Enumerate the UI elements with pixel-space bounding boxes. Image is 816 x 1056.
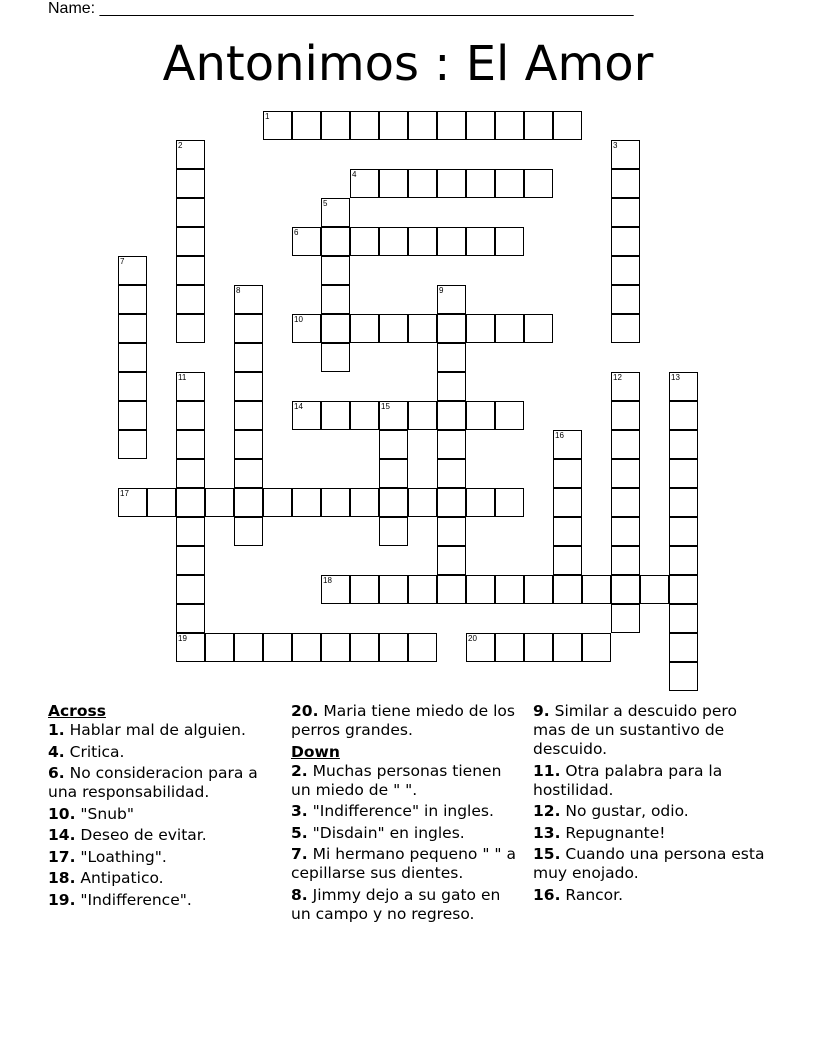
clue-number: 7 — [120, 257, 125, 266]
grid-cell[interactable] — [379, 401, 408, 430]
clue-number: 18 — [323, 576, 332, 585]
grid-cell[interactable] — [205, 488, 234, 517]
grid-cell[interactable] — [321, 111, 350, 140]
grid-cell[interactable] — [408, 401, 437, 430]
grid-cell[interactable] — [118, 285, 147, 314]
clue-number: 8 — [236, 286, 241, 295]
grid-cell[interactable] — [408, 169, 437, 198]
grid-cell[interactable] — [669, 604, 698, 633]
grid-cell[interactable] — [118, 488, 147, 517]
grid-cell[interactable] — [611, 459, 640, 488]
grid-cell[interactable] — [176, 401, 205, 430]
clue-number: 3 — [613, 141, 618, 150]
grid-cell[interactable] — [176, 546, 205, 575]
grid-cell[interactable] — [292, 488, 321, 517]
clue-number: 12 — [613, 373, 622, 382]
grid-cell[interactable] — [669, 633, 698, 662]
grid-cell[interactable] — [611, 372, 640, 401]
grid-cell[interactable] — [176, 169, 205, 198]
grid-cell[interactable] — [350, 111, 379, 140]
grid-cell[interactable] — [669, 459, 698, 488]
grid-cell[interactable] — [321, 633, 350, 662]
grid-cell[interactable] — [437, 517, 466, 546]
grid-cell[interactable] — [611, 546, 640, 575]
grid-cell[interactable] — [553, 575, 582, 604]
grid-cell[interactable] — [234, 517, 263, 546]
grid-cell[interactable] — [437, 111, 466, 140]
name-field[interactable]: Name: ____________________________________________________________ — [48, 0, 634, 17]
grid-cell[interactable] — [379, 459, 408, 488]
grid-cell[interactable] — [611, 517, 640, 546]
grid-cell[interactable] — [321, 227, 350, 256]
grid-cell[interactable] — [118, 401, 147, 430]
grid-cell[interactable] — [176, 604, 205, 633]
grid-cell[interactable] — [437, 372, 466, 401]
grid-cell[interactable] — [118, 256, 147, 285]
grid-cell[interactable] — [466, 227, 495, 256]
grid-cell[interactable] — [205, 633, 234, 662]
clue-down-7: 7. Mi hermano pequeno " " a cepillarse sus dientes. — [291, 845, 516, 882]
grid-cell[interactable] — [611, 401, 640, 430]
grid-cell[interactable] — [611, 198, 640, 227]
grid-cell[interactable] — [379, 169, 408, 198]
grid-cell[interactable] — [437, 430, 466, 459]
grid-cell[interactable] — [437, 227, 466, 256]
grid-cell[interactable] — [669, 517, 698, 546]
grid-cell[interactable] — [495, 633, 524, 662]
clue-number: 20 — [468, 634, 477, 643]
grid-cell[interactable] — [321, 575, 350, 604]
grid-cell[interactable] — [582, 575, 611, 604]
grid-cell[interactable] — [118, 314, 147, 343]
grid-cell[interactable] — [408, 227, 437, 256]
grid-cell[interactable] — [669, 401, 698, 430]
clue-number: 5 — [323, 199, 328, 208]
clue-across-1: 1. Hablar mal de alguien. — [48, 721, 246, 739]
clue-down-11: 11. Otra palabra para la hostilidad. — [533, 761, 723, 799]
clue-number: 11 — [178, 373, 187, 382]
grid-cell[interactable] — [669, 546, 698, 575]
grid-cell[interactable] — [582, 633, 611, 662]
grid-cell[interactable] — [234, 401, 263, 430]
grid-cell[interactable] — [147, 488, 176, 517]
grid-cell[interactable] — [176, 227, 205, 256]
clue-down-9: 9. Similar a descuido pero mas de un sustantivo de descuido. — [533, 702, 737, 758]
clue-number: 17 — [120, 489, 129, 498]
grid-cell[interactable] — [611, 575, 640, 604]
clue-across-4: 4. Critica. — [48, 742, 125, 761]
grid-cell[interactable] — [176, 256, 205, 285]
grid-cell[interactable] — [350, 575, 379, 604]
grid-cell[interactable] — [176, 633, 205, 662]
clue-number: 4 — [352, 170, 357, 179]
grid-cell[interactable] — [176, 488, 205, 517]
grid-cell[interactable] — [292, 314, 321, 343]
grid-cell[interactable] — [553, 633, 582, 662]
grid-cell[interactable] — [495, 169, 524, 198]
grid-cell[interactable] — [611, 604, 640, 633]
clue-across-14: 14. Deseo de evitar. — [48, 826, 207, 844]
clue-across-20: 20. Maria tiene miedo de los perros grandes. — [291, 702, 515, 739]
grid-cell[interactable] — [176, 575, 205, 604]
grid-cell[interactable] — [495, 575, 524, 604]
grid-cell[interactable] — [350, 633, 379, 662]
grid-cell[interactable] — [379, 314, 408, 343]
grid-cell[interactable] — [611, 256, 640, 285]
grid-cell[interactable] — [379, 575, 408, 604]
clue-down-3: 3. "Indifference" in ingles. — [291, 802, 494, 820]
grid-cell[interactable] — [408, 633, 437, 662]
grid-cell[interactable] — [118, 343, 147, 372]
clue-column-3 — [533, 702, 765, 907]
grid-cell[interactable] — [118, 430, 147, 459]
grid-cell[interactable] — [379, 633, 408, 662]
across-heading: Across — [48, 702, 106, 720]
grid-cell[interactable] — [263, 633, 292, 662]
grid-cell[interactable] — [176, 314, 205, 343]
clue-across-17: 17. "Loathing". — [48, 847, 167, 866]
grid-cell[interactable] — [495, 488, 524, 517]
grid-cell[interactable] — [408, 488, 437, 517]
grid-cell[interactable] — [350, 401, 379, 430]
grid-cell[interactable] — [611, 430, 640, 459]
grid-cell[interactable] — [118, 372, 147, 401]
grid-cell[interactable] — [234, 285, 263, 314]
grid-cell[interactable] — [669, 372, 698, 401]
grid-cell[interactable] — [234, 314, 263, 343]
grid-cell[interactable] — [669, 430, 698, 459]
grid-cell[interactable] — [466, 169, 495, 198]
grid-cell[interactable] — [263, 488, 292, 517]
grid-cell[interactable] — [176, 517, 205, 546]
grid-cell[interactable] — [524, 575, 553, 604]
grid-cell[interactable] — [176, 285, 205, 314]
grid-cell[interactable] — [379, 517, 408, 546]
grid-cell[interactable] — [669, 575, 698, 604]
grid-cell[interactable] — [466, 575, 495, 604]
clue-down-12: 12. No gustar, odio. — [533, 802, 689, 820]
clue-number: 10 — [294, 315, 303, 324]
grid-cell[interactable] — [350, 169, 379, 198]
grid-cell[interactable] — [292, 633, 321, 662]
clue-down-8: 8. Jimmy dejo a su gato en un campo y no regreso. — [291, 885, 501, 923]
clue-across-6: 6. No consideracion para a una responsabilidad. — [48, 764, 258, 801]
grid-cell[interactable] — [437, 488, 466, 517]
grid-cell[interactable] — [553, 517, 582, 546]
grid-cell[interactable] — [321, 314, 350, 343]
grid-cell[interactable] — [524, 633, 553, 662]
grid-cell[interactable] — [321, 198, 350, 227]
grid-cell[interactable] — [611, 314, 640, 343]
grid-cell[interactable] — [437, 401, 466, 430]
grid-cell[interactable] — [321, 488, 350, 517]
grid-cell[interactable] — [176, 198, 205, 227]
clue-across-10: 10. "Snub" — [48, 804, 134, 823]
grid-cell[interactable] — [553, 546, 582, 575]
clue-down-16: 16. Rancor. — [533, 885, 624, 904]
grid-cell[interactable] — [437, 169, 466, 198]
grid-cell[interactable] — [292, 401, 321, 430]
clue-across-18: 18. Antipatico. — [48, 869, 164, 887]
grid-cell[interactable] — [466, 488, 495, 517]
grid-cell[interactable] — [176, 430, 205, 459]
grid-cell[interactable] — [437, 314, 466, 343]
down-heading: Down — [291, 742, 340, 761]
grid-cell[interactable] — [553, 430, 582, 459]
grid-cell[interactable] — [553, 111, 582, 140]
grid-cell[interactable] — [437, 285, 466, 314]
grid-cell[interactable] — [321, 285, 350, 314]
grid-cell[interactable] — [350, 314, 379, 343]
grid-cell[interactable] — [466, 314, 495, 343]
clue-number: 1 — [265, 112, 270, 121]
clue-column-1 — [48, 702, 280, 912]
grid-cell[interactable] — [524, 111, 553, 140]
grid-cell[interactable] — [495, 314, 524, 343]
grid-cell[interactable] — [466, 401, 495, 430]
grid-cell[interactable] — [408, 111, 437, 140]
grid-cell[interactable] — [234, 430, 263, 459]
grid-cell[interactable] — [321, 401, 350, 430]
grid-cell[interactable] — [321, 343, 350, 372]
grid-cell[interactable] — [611, 227, 640, 256]
grid-cell[interactable] — [379, 430, 408, 459]
grid-cell[interactable] — [234, 459, 263, 488]
grid-cell[interactable] — [553, 459, 582, 488]
clue-number: 2 — [178, 141, 183, 150]
grid-cell[interactable] — [669, 488, 698, 517]
grid-cell[interactable] — [553, 488, 582, 517]
grid-cell[interactable] — [176, 140, 205, 169]
grid-cell[interactable] — [379, 111, 408, 140]
grid-cell[interactable] — [292, 111, 321, 140]
grid-cell[interactable] — [263, 111, 292, 140]
grid-cell[interactable] — [292, 227, 321, 256]
grid-cell[interactable] — [437, 546, 466, 575]
clue-down-13: 13. Repugnante! — [533, 823, 666, 842]
grid-cell[interactable] — [350, 227, 379, 256]
grid-cell[interactable] — [495, 401, 524, 430]
grid-cell[interactable] — [466, 111, 495, 140]
grid-cell[interactable] — [611, 488, 640, 517]
clue-down-15: 15. Cuando una persona esta muy enojado. — [533, 845, 765, 882]
clue-number: 15 — [381, 402, 390, 411]
puzzle-title: Antonimos : El Amor — [162, 36, 654, 92]
grid-cell[interactable] — [350, 488, 379, 517]
clue-across-19: 19. "Indifference". — [48, 890, 192, 909]
grid-cell[interactable] — [437, 459, 466, 488]
grid-cell[interactable] — [408, 575, 437, 604]
grid-cell[interactable] — [234, 343, 263, 372]
grid-cell[interactable] — [524, 314, 553, 343]
grid-cell[interactable] — [408, 314, 437, 343]
grid-cell[interactable] — [176, 372, 205, 401]
clue-number: 13 — [671, 373, 680, 382]
grid-cell[interactable] — [524, 169, 553, 198]
grid-cell[interactable] — [466, 633, 495, 662]
clue-number: 16 — [555, 431, 564, 440]
grid-cell[interactable] — [234, 633, 263, 662]
grid-cell[interactable] — [669, 662, 698, 691]
grid-cell[interactable] — [611, 285, 640, 314]
grid-cell[interactable] — [176, 459, 205, 488]
clue-down-2: 2. Muchas personas tienen un miedo de " ". — [291, 761, 502, 799]
grid-cell[interactable] — [611, 169, 640, 198]
clue-number: 9 — [439, 286, 444, 295]
grid-cell[interactable] — [437, 343, 466, 372]
clue-number: 6 — [294, 228, 299, 237]
grid-cell[interactable] — [321, 256, 350, 285]
grid-cell[interactable] — [611, 140, 640, 169]
clue-down-5: 5. "Disdain" en ingles. — [291, 823, 465, 842]
grid-cell[interactable] — [640, 575, 669, 604]
clue-number: 14 — [294, 402, 303, 411]
grid-cell[interactable] — [495, 111, 524, 140]
clue-column-2 — [291, 702, 523, 926]
clue-number: 19 — [178, 634, 187, 643]
grid-cell[interactable] — [437, 575, 466, 604]
grid-cell[interactable] — [234, 488, 263, 517]
grid-cell[interactable] — [495, 227, 524, 256]
grid-cell[interactable] — [379, 227, 408, 256]
grid-cell[interactable] — [379, 488, 408, 517]
grid-cell[interactable] — [234, 372, 263, 401]
